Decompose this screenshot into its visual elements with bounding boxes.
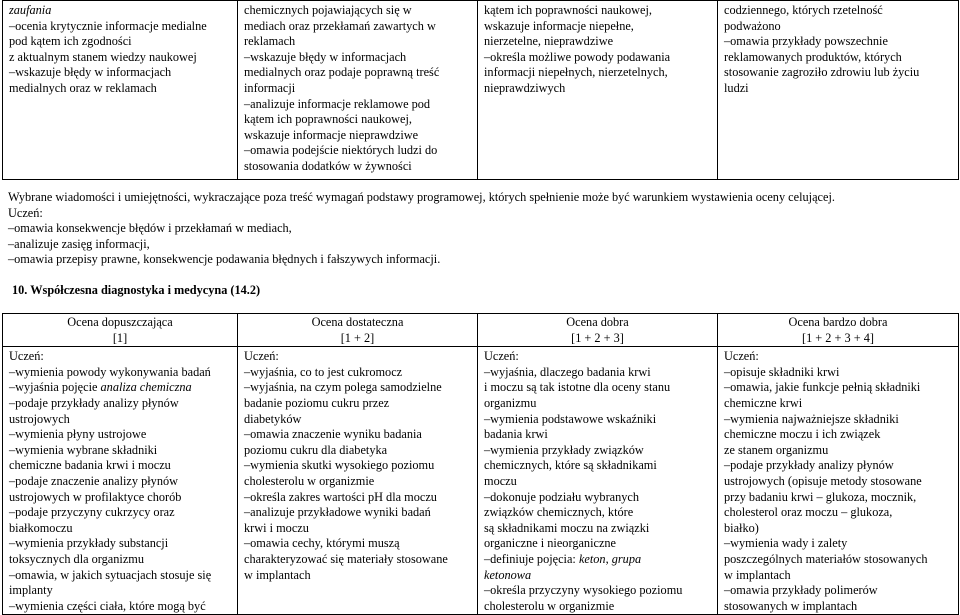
criteria-line [484,412,711,428]
criteria-line: ludzi [724,80,749,95]
line-text: –określa zakres wartości pH dla moczu [244,489,437,504]
celujaca-item: –analizuje zasięg informacji, [8,236,150,251]
criteria-line [724,490,952,506]
section-heading [12,283,260,299]
criteria-line: nieprawdziwych [484,80,566,95]
criteria-line [724,474,952,490]
line-text: krwi i moczu [244,520,309,535]
line-text: , [605,551,612,566]
line-text: –wyjaśnia pojęcie [9,380,101,395]
criteria-line: kątem ich poprawności naukowej, [244,112,413,127]
criteria-line [724,505,952,521]
criteria-line [244,458,471,474]
criteria-line [724,396,952,412]
criteria-line [244,536,471,552]
criteria-line [9,505,231,521]
criteria-line [724,365,952,381]
line-text: organiczne i nieorganiczne [484,536,617,551]
line-text: chemiczne badania krwi i moczu [9,458,171,473]
criteria-line [9,365,231,381]
criteria-line [9,427,231,443]
criteria-line: codziennego, których rzetelność [724,3,883,17]
criteria-line [484,443,711,459]
criteria-line [724,380,952,396]
line-text: –podaje przyczyny cukrzycy oraz [9,505,175,520]
criteria-line: z aktualnym stanem wiedzy naukowej [9,49,197,64]
section-number: 10. [12,283,28,297]
criteria-line: nierzetelne, nieprawdziwe [484,34,614,49]
line-text: Uczeń: [724,349,759,364]
criteria-line [9,552,231,568]
criteria-line: wskazuje informacje nieprawdziwe [244,127,419,142]
criteria-line [9,443,231,459]
italic-term: ketonowa [484,567,532,582]
criteria-line [484,380,711,396]
celujaca-item: –omawia przepisy prawne, konsekwencje podawania błędnych i fałszywych informacji. [8,252,441,267]
grade-range: [1 + 2 + 3] [571,330,624,345]
criteria-line [484,521,711,537]
criteria-line [484,490,711,506]
celujaca-requirements [8,190,953,268]
line-text: –określa przyczyny wysokiego poziomu [484,583,683,598]
line-text: diabetyków [244,411,302,426]
criteria-line [484,458,711,474]
criteria-line [724,458,952,474]
criteria-line [244,568,471,584]
line-text: cholesterolu w organizmie [484,598,615,613]
criteria-line [244,521,471,537]
line-text: chemicznych, które są składnikami [484,458,657,473]
line-text: implanty [9,583,53,598]
criteria-line: stosowanie zagroziło zdrowiu lub życiu [724,65,920,80]
top-column-dobra [478,1,718,180]
line-text: chemiczne krwi [724,395,803,410]
line-text: –omawia, w jakich sytuacjach stosuje się [9,567,212,582]
criteria-line: mediach oraz przekłamań zawartych w [244,18,436,33]
header-dopuszczajaca [3,314,238,347]
criteria-line [724,521,952,537]
criteria-line [484,396,711,412]
line-text: –wymienia przykłady substancji [9,536,169,551]
criteria-line [724,599,952,615]
line-text: –dokonuje podziału wybranych [484,489,640,504]
criteria-line: stosowania dodatków w żywności [244,158,412,173]
criteria-line: informacji [244,80,296,95]
criteria-line [484,552,711,568]
criteria-line [724,568,952,584]
criteria-line [244,380,471,396]
line-text: –wymienia najważniejsze składniki [724,411,899,426]
criteria-line [244,412,471,428]
criteria-line [244,552,471,568]
header-bardzo-dobra [718,314,959,347]
top-column-dopuszczajaca [3,1,238,180]
line-text: –wyjaśnia, dlaczego badania krwi [484,364,651,379]
criteria-line: pod kątem ich zgodności [9,34,132,49]
line-text: –podaje znaczenie analizy płynów [9,473,179,488]
criteria-line [244,474,471,490]
celujaca-student-label: Uczeń: [8,205,43,220]
grade-range: [1 + 2 + 3 + 4] [801,330,875,345]
line-text: –wymienia przykłady związków [484,442,644,457]
line-text: toksycznych dla organizmu [9,551,145,566]
italic-term: keton [578,551,606,566]
criteria-line [9,474,231,490]
line-text: –wymienia wady i zalety [724,536,848,551]
criteria-line [484,536,711,552]
line-text: –omawia znaczenie wyniku badania [244,427,422,442]
line-text: cholesterol oraz moczu – glukoza, [724,505,893,520]
line-text: –omawia, jakie funkcje pełnią składniki [724,380,921,395]
italic-term: analiza chemiczna [100,380,192,395]
criteria-line [724,443,952,459]
italic-term: grupa [611,551,642,566]
header-dobra [478,314,718,347]
line-text: ustrojowych [9,411,70,426]
criteria-line [724,552,952,568]
criteria-line [724,349,952,365]
criteria-line: reklamach [244,34,296,49]
celujaca-item: –omawia konsekwencje błędów i przekłamań w mediach, [8,221,292,236]
line-text: stosowanych w implantach [724,598,858,613]
grade-name: Ocena dobra [566,315,629,329]
header-dostateczna [238,314,478,347]
line-text: Uczeń: [9,349,44,364]
criteria-line [244,427,471,443]
grade-range: [1] [112,330,128,345]
grade-criteria-table [2,313,959,615]
grade-name: Ocena bardzo dobra [788,315,888,329]
criteria-line [9,583,231,599]
top-criteria-row [3,1,959,180]
criteria-dobra [478,347,718,615]
criteria-line [9,568,231,584]
criteria-line [484,505,711,521]
criteria-line [244,349,471,365]
criteria-line: –określa możliwe powody podawania [484,49,671,64]
line-text: charakteryzować się materiały stosowane [244,551,448,566]
line-text: białkomoczu [9,520,73,535]
criteria-line: kątem ich poprawności naukowej, [484,3,653,17]
grade-range: [1 + 2] [340,330,375,345]
line-text: –wymienia powody wykonywania badań [9,364,211,379]
grade-name: Ocena dostateczna [311,315,404,329]
criteria-line [484,349,711,365]
criteria-line [484,568,711,584]
line-text: ze stanem organizmu [724,442,829,457]
line-text: –omawia przykłady polimerów [724,583,878,598]
criteria-line [244,443,471,459]
line-text: poszczególnych materiałów stosowanych [724,551,928,566]
criteria-line [244,490,471,506]
top-column-dostateczna [238,1,478,180]
criteria-line [9,599,231,615]
line-text: badania krwi [484,427,548,442]
criteria-line [244,396,471,412]
criteria-line [484,583,711,599]
criteria-line: –omawia podejście niektórych ludzi do [244,143,438,158]
criteria-line [244,505,471,521]
celujaca-intro: Wybrane wiadomości i umiejętności, wykraczające poza treść wymagań podstawy programowej, których spełnienie może być warunkiem wystawienia oceny celującej. [8,190,835,204]
criteria-line: –omawia przykłady powszechnie [724,34,888,49]
top-criteria-table [2,0,959,180]
criteria-line [9,380,231,396]
line-text: –wymienia skutki wysokiego poziomu [244,458,435,473]
line-text: moczu [484,473,517,488]
line-text: –opisuje składniki krwi [724,364,840,379]
criteria-line [9,458,231,474]
criteria-line: –analizuje informacje reklamowe pod [244,96,431,111]
line-text: –analizuje przykładowe wyniki badań [244,505,431,520]
criteria-line [484,427,711,443]
line-text: Uczeń: [244,349,279,364]
line-text: –podaje przykłady analizy płynów [9,395,179,410]
line-text: w implantach [244,567,311,582]
criteria-line [9,396,231,412]
line-text: badanie poziomu cukru przez [244,395,390,410]
grade-body-row [3,347,959,615]
line-text: Uczeń: [484,349,519,364]
line-text: –wymienia podstawowe wskaźniki [484,411,657,426]
line-text: –definiuje pojęcia: [484,551,579,566]
line-text: –wymienia części ciała, które mogą być [9,598,206,613]
criteria-line [9,349,231,365]
section-title: Współczesna diagnostyka i medycyna (14.2) [30,283,261,297]
line-text: –wyjaśnia, na czym polega samodzielne [244,380,442,395]
criteria-line: wskazuje informacje niepełne, [484,18,634,33]
criteria-bardzo-dobra [718,347,959,615]
line-text: są składnikami moczu na związki [484,520,650,535]
criteria-line [9,490,231,506]
top-column-bardzo-dobra [718,1,959,180]
criteria-line [724,412,952,428]
criteria-line: reklamowanych produktów, których [724,49,902,64]
criteria-line: podważono [724,18,781,33]
criteria-line: medialnych oraz podaje poprawną treść [244,65,440,80]
criteria-line [724,427,952,443]
line-text: –podaje przykłady analizy płynów [724,458,894,473]
line-text: białko) [724,520,759,535]
line-text: –wymienia wybrane składniki [9,442,158,457]
criteria-line: –wskazuje błędy w informacjach [9,65,172,80]
line-text: przy badaniu krwi – glukoza, mocznik, [724,489,917,504]
criteria-line [9,521,231,537]
line-text: organizmu [484,395,537,410]
grade-header-row [3,314,959,347]
line-text: poziomu cukru dla diabetyka [244,442,388,457]
line-text: –wymienia płyny ustrojowe [9,427,147,442]
line-text: ustrojowych w profilaktyce chorób [9,489,182,504]
criteria-line [484,474,711,490]
criteria-line: chemicznych pojawiających się w [244,3,412,17]
line-text: chemiczne moczu i ich związek [724,427,881,442]
criteria-line [724,583,952,599]
line-text: związków chemicznych, które [484,505,634,520]
line-text: w implantach [724,567,791,582]
criteria-line: medialnych oraz w reklamach [9,80,157,95]
grade-name: Ocena dopuszczająca [67,315,173,329]
criteria-line [484,365,711,381]
criteria-line [244,365,471,381]
line-text: i moczu są tak istotne dla oceny stanu [484,380,671,395]
criteria-dostateczna [238,347,478,615]
line-text: ustrojowych (opisuje metody stosowane [724,473,922,488]
criteria-line: informacji niepełnych, nierzetelnych, [484,65,668,80]
criteria-dopuszczajaca [3,347,238,615]
criteria-line: –wskazuje błędy w informacjach [244,49,407,64]
criteria-line [9,536,231,552]
criteria-line [484,599,711,615]
criteria-line: –ocenia krytycznie informacje medialne [9,18,207,33]
criteria-line: zaufania [9,3,52,17]
line-text: cholesterolu w organizmie [244,473,375,488]
line-text: –omawia cechy, którymi muszą [244,536,400,551]
criteria-line [9,412,231,428]
criteria-line [724,536,952,552]
line-text: –wyjaśnia, co to jest cukromocz [244,364,403,379]
